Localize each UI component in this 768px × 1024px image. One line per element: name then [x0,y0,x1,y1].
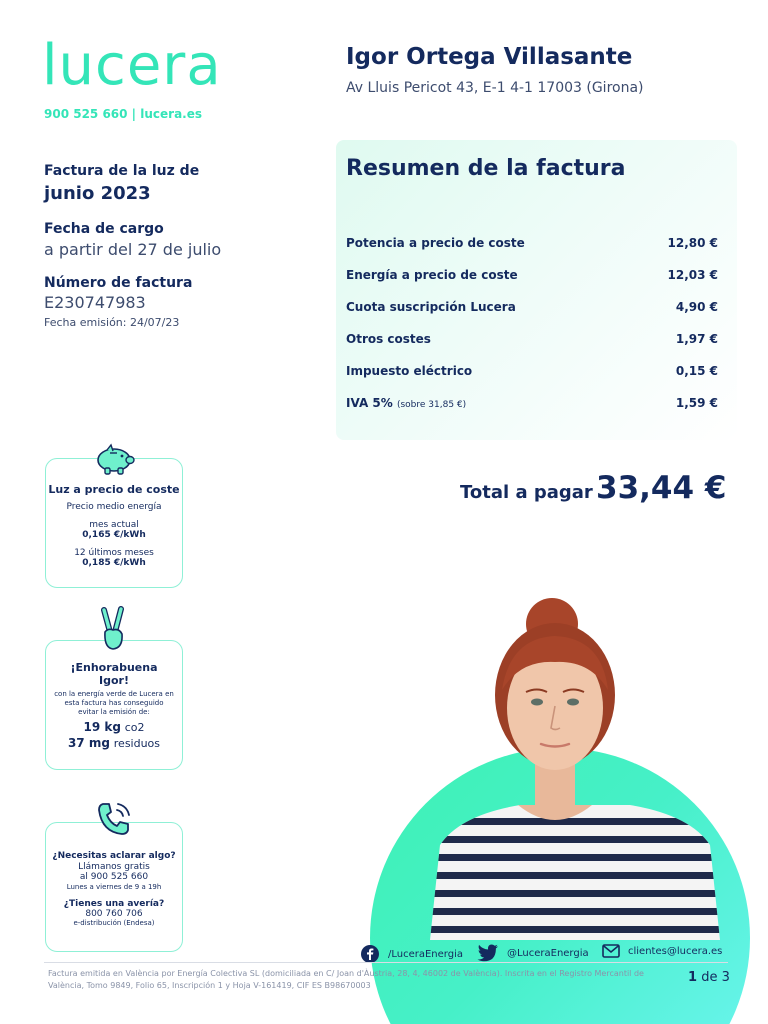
customer-name: Igor Ortega Villasante [346,44,633,70]
price-card-subtitle: Precio medio energía [66,502,162,512]
facebook-link[interactable] [360,944,463,964]
summary-row [346,332,718,346]
waste-value: 37 mg [67,736,110,751]
charge-date-value: a partir del 27 de julio [44,240,222,259]
row-label: Otros costes [346,332,431,346]
envelope-icon [602,944,620,958]
row-amount: 1,97 € [675,332,718,346]
facebook-handle: /LuceraEnergia [388,948,463,960]
customer-photo [410,590,740,940]
call-number[interactable]: al 900 525 660 [79,872,149,882]
fault-number[interactable]: 800 760 706 [85,908,143,919]
invoice-number-value: E230747983 [44,293,146,312]
summary-row [346,396,718,410]
row-note: (sobre 31,85 €) [396,400,467,410]
co2-unit: co2 [124,721,145,735]
row-amount: 4,90 € [675,300,718,314]
footer-divider [44,962,728,963]
waste-saved [54,736,174,750]
row-label-with-note [346,396,466,410]
fault-company: e-distribución (Endesa) [73,918,155,927]
call-text: Llámanos gratis [78,862,150,872]
green-energy-card [45,640,183,770]
charge-date-label: Fecha de cargo [44,221,164,237]
green-card-title: ¡Enhorabuena Igor! [70,661,158,687]
row-amount: 1,59 € [675,396,718,410]
row-amount: 12,80 € [667,236,718,250]
last-12-months-label: 12 últimos meses [74,548,154,558]
legal-text: Factura emitida en València por Energía Colectiva SL (domiciliada en C/ Joan d'Àustria, 28, 4, 46002 de València). Inscrita en el Registro Mercantil de València, Tomo 9849, Folio 65, Inscripción 1 y Hoja V-161419, CIF ES B98670003 [48,969,644,990]
customer-address: Av Lluis Pericot 43, E-1 4-1 17003 (Girona) [346,80,644,96]
price-card-title: Luz a precio de coste [48,483,180,496]
twitter-icon [477,944,499,962]
piggy-bank-icon [93,442,135,476]
summary-card [336,140,737,440]
summary-row [346,364,718,378]
summary-row [346,268,718,282]
total-value: 33,44 € [596,470,727,506]
summary-row [346,236,718,250]
twitter-handle: @LuceraEnergia [507,947,589,959]
price-card [45,458,183,588]
call-hours: Lunes a viernes de 9 a 19h [66,883,162,891]
summary-title: Resumen de la factura [346,156,626,181]
page-current: 1 [688,970,698,985]
period-value: junio 2023 [44,183,151,204]
green-card-text: con la energía verde de Lucera en esta factura has conseguido evitar la emisión de: [54,690,174,716]
current-month-value: 0,165 €/kWh [82,530,146,540]
contact-line: 900 525 660 | lucera.es [44,107,203,121]
co2-saved [54,720,174,734]
email-link[interactable] [602,944,722,958]
last-12-months-value: 0,185 €/kWh [82,558,146,568]
issue-date: Fecha emisión: 24/07/23 [44,316,180,329]
row-label: Potencia a precio de coste [346,236,525,250]
row-label: IVA 5% [346,396,393,410]
fault-title: ¿Tienes una avería? [63,898,165,909]
row-label: Impuesto eléctrico [346,364,473,378]
co2-value: 19 kg [83,720,121,735]
page-total: de 3 [701,970,730,985]
waste-unit: residuos [113,737,161,751]
lucera-logo: lucera [42,33,222,98]
twitter-link[interactable] [477,944,589,962]
help-title: ¿Necesitas aclarar algo? [52,851,176,861]
phone-icon [94,798,134,838]
help-card [45,822,183,952]
invoice-number-label: Número de factura [44,275,193,291]
total-label: Total a pagar [460,482,593,503]
row-label: Cuota suscripción Lucera [346,300,516,314]
period-label: Factura de la luz de [44,163,200,179]
current-month-label: mes actual [89,520,139,530]
row-amount: 12,03 € [667,268,718,282]
facebook-icon [360,944,380,964]
email-address: clientes@lucera.es [628,945,723,957]
victory-hand-icon [98,606,128,652]
summary-row [346,300,718,314]
page-indicator [688,970,730,985]
row-amount: 0,15 € [675,364,718,378]
row-label: Energía a precio de coste [346,268,518,282]
